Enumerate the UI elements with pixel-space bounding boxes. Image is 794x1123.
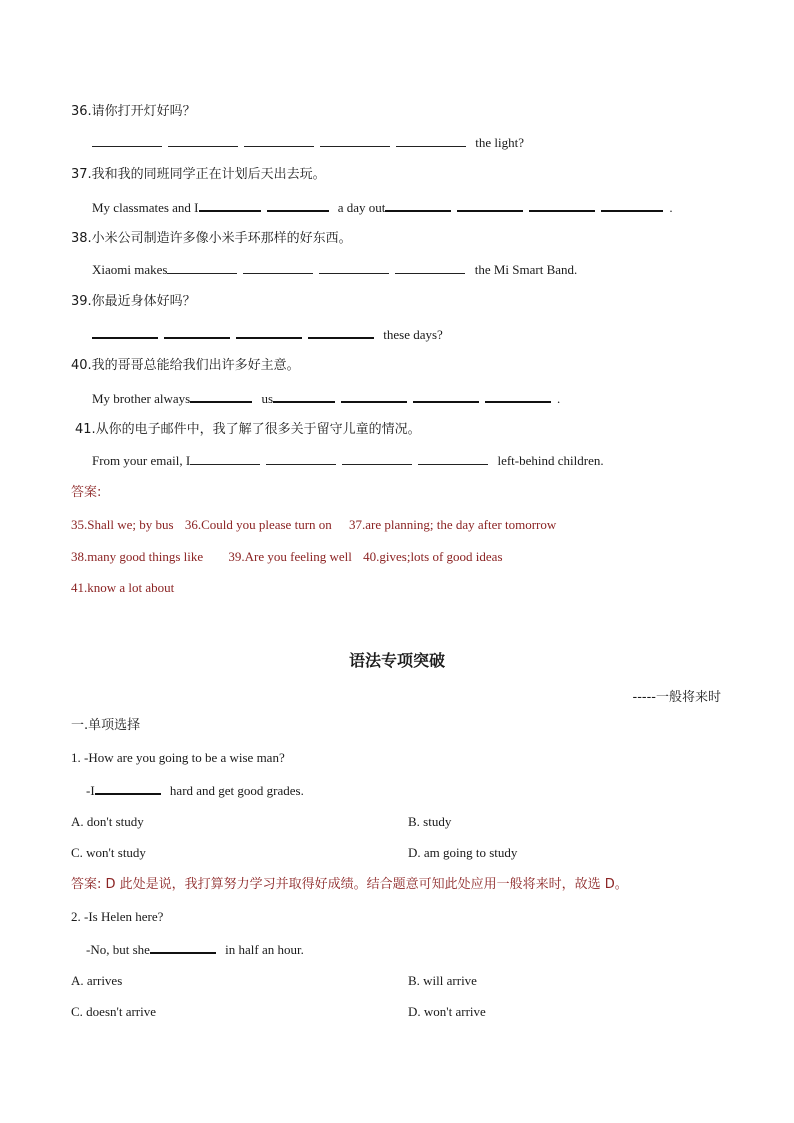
- blank[interactable]: [273, 389, 335, 403]
- q36-answer-line: [92, 134, 524, 152]
- mcq1-option-a[interactable]: A. don't study: [71, 814, 144, 829]
- answer-35: 35.Shall we; by bus: [71, 517, 174, 532]
- q37-pre: My classmates and I: [92, 200, 199, 215]
- q39-answer-line: [92, 325, 443, 344]
- q38-pre: Xiaomi makes: [92, 262, 168, 277]
- blank[interactable]: [92, 134, 162, 147]
- blank[interactable]: [199, 198, 261, 212]
- answers-label: 答案:: [71, 485, 102, 500]
- answer-41: 41.know a lot about: [71, 580, 175, 595]
- q40-answer-line: My brother always us .: [92, 391, 561, 406]
- blank[interactable]: [601, 198, 663, 212]
- answer-38: 38.many good things like: [71, 549, 204, 564]
- q38-answer-line: [92, 261, 577, 279]
- section-title: 语法专项突破: [348, 651, 445, 670]
- q36-tail: the light?: [475, 135, 524, 150]
- blank[interactable]: [243, 261, 313, 274]
- blank[interactable]: [167, 261, 237, 274]
- blank[interactable]: [413, 389, 479, 403]
- mcq2-reply-pre: -No, but she: [86, 942, 150, 957]
- mcq1-reply: [86, 781, 304, 800]
- mcq1-reply-post: hard and get good grades.: [169, 783, 304, 798]
- q41-pre: From your email, I: [92, 453, 191, 468]
- mcq2-stem: 2. -Is Helen here?: [71, 909, 164, 924]
- blank[interactable]: [529, 198, 595, 212]
- blank[interactable]: [320, 134, 390, 147]
- answers-row-3: [71, 579, 174, 597]
- mcq1-option-d[interactable]: D. am going to study: [408, 845, 518, 860]
- blank[interactable]: [418, 452, 488, 465]
- blank[interactable]: [150, 940, 216, 954]
- blank[interactable]: [319, 261, 389, 274]
- q38-tail: the Mi Smart Band.: [474, 262, 578, 277]
- blank[interactable]: [342, 452, 412, 465]
- blank[interactable]: [395, 261, 465, 274]
- q39-prompt: 39.你最近身体好吗？: [71, 294, 196, 309]
- answer-40: 40.gives;lots of good ideas: [363, 549, 503, 564]
- blank[interactable]: [190, 452, 260, 465]
- q36-prompt: 36.请你打开灯好吗？: [71, 104, 196, 119]
- blank[interactable]: [267, 198, 329, 212]
- blank[interactable]: [266, 452, 336, 465]
- q37-prompt: 37.我和我的同班同学正在计划后天出去玩。: [71, 167, 326, 182]
- q41-answer-line: [92, 452, 604, 470]
- mcq1-stem: 1. -How are you going to be a wise man?: [71, 750, 285, 765]
- blank[interactable]: [164, 325, 230, 339]
- mcq1-option-b[interactable]: B. study: [408, 814, 452, 829]
- mcq1-answer: 答案: D 此处是说，我打算努力学习并取得好成绩。结合题意可知此处应用一般将来时，故选 D。: [71, 877, 628, 892]
- blank[interactable]: [168, 134, 238, 147]
- blank[interactable]: [385, 198, 451, 212]
- mcq2-reply: [86, 940, 304, 959]
- blank[interactable]: [485, 389, 551, 403]
- mcq2-option-a[interactable]: A. arrives: [71, 973, 123, 988]
- q41-prompt: 41.从你的电子邮件中，我了解了很多关于留守儿童的情况。: [75, 422, 421, 437]
- blank[interactable]: [244, 134, 314, 147]
- section-subtitle: -----一般将来时: [632, 690, 721, 705]
- answer-36: 36.Could you please turn on: [184, 517, 332, 532]
- q40-prompt: 40.我的哥哥总能给我们出许多好主意。: [71, 358, 300, 373]
- q40-pre: My brother always: [92, 391, 191, 406]
- q40-mid: us: [261, 391, 274, 406]
- mcq2-option-d[interactable]: D. won't arrive: [408, 1004, 486, 1019]
- blank[interactable]: [457, 198, 523, 212]
- q37-answer-line: My classmates and I a day out .: [92, 200, 673, 215]
- blank[interactable]: [236, 325, 302, 339]
- q39-tail: these days?: [383, 327, 443, 342]
- mcq2-reply-post: in half an hour.: [225, 942, 304, 957]
- q38-prompt: 38.小米公司制造许多像小米手环那样的好东西。: [71, 231, 352, 246]
- mcq2-option-c[interactable]: C. doesn't arrive: [71, 1004, 157, 1019]
- mcq1-reply-pre: -I: [86, 783, 95, 798]
- q37-mid: a day out: [337, 200, 386, 215]
- answer-39: 39.Are you feeling well: [228, 549, 352, 564]
- blank[interactable]: [95, 781, 161, 795]
- answers-row-2: [71, 548, 503, 566]
- answer-37: 37.are planning; the day after tomorrow: [349, 517, 557, 532]
- blank[interactable]: [396, 134, 466, 147]
- mcq1-option-c[interactable]: C. won't study: [71, 845, 146, 860]
- blank[interactable]: [341, 389, 407, 403]
- mcq2-option-b[interactable]: B. will arrive: [408, 973, 477, 988]
- blank[interactable]: [308, 325, 374, 339]
- q41-tail: left-behind children.: [497, 453, 604, 468]
- part-heading: 一.单项选择: [71, 718, 141, 733]
- blank[interactable]: [92, 325, 158, 339]
- answers-row-1: [71, 516, 556, 534]
- blank[interactable]: [190, 389, 252, 403]
